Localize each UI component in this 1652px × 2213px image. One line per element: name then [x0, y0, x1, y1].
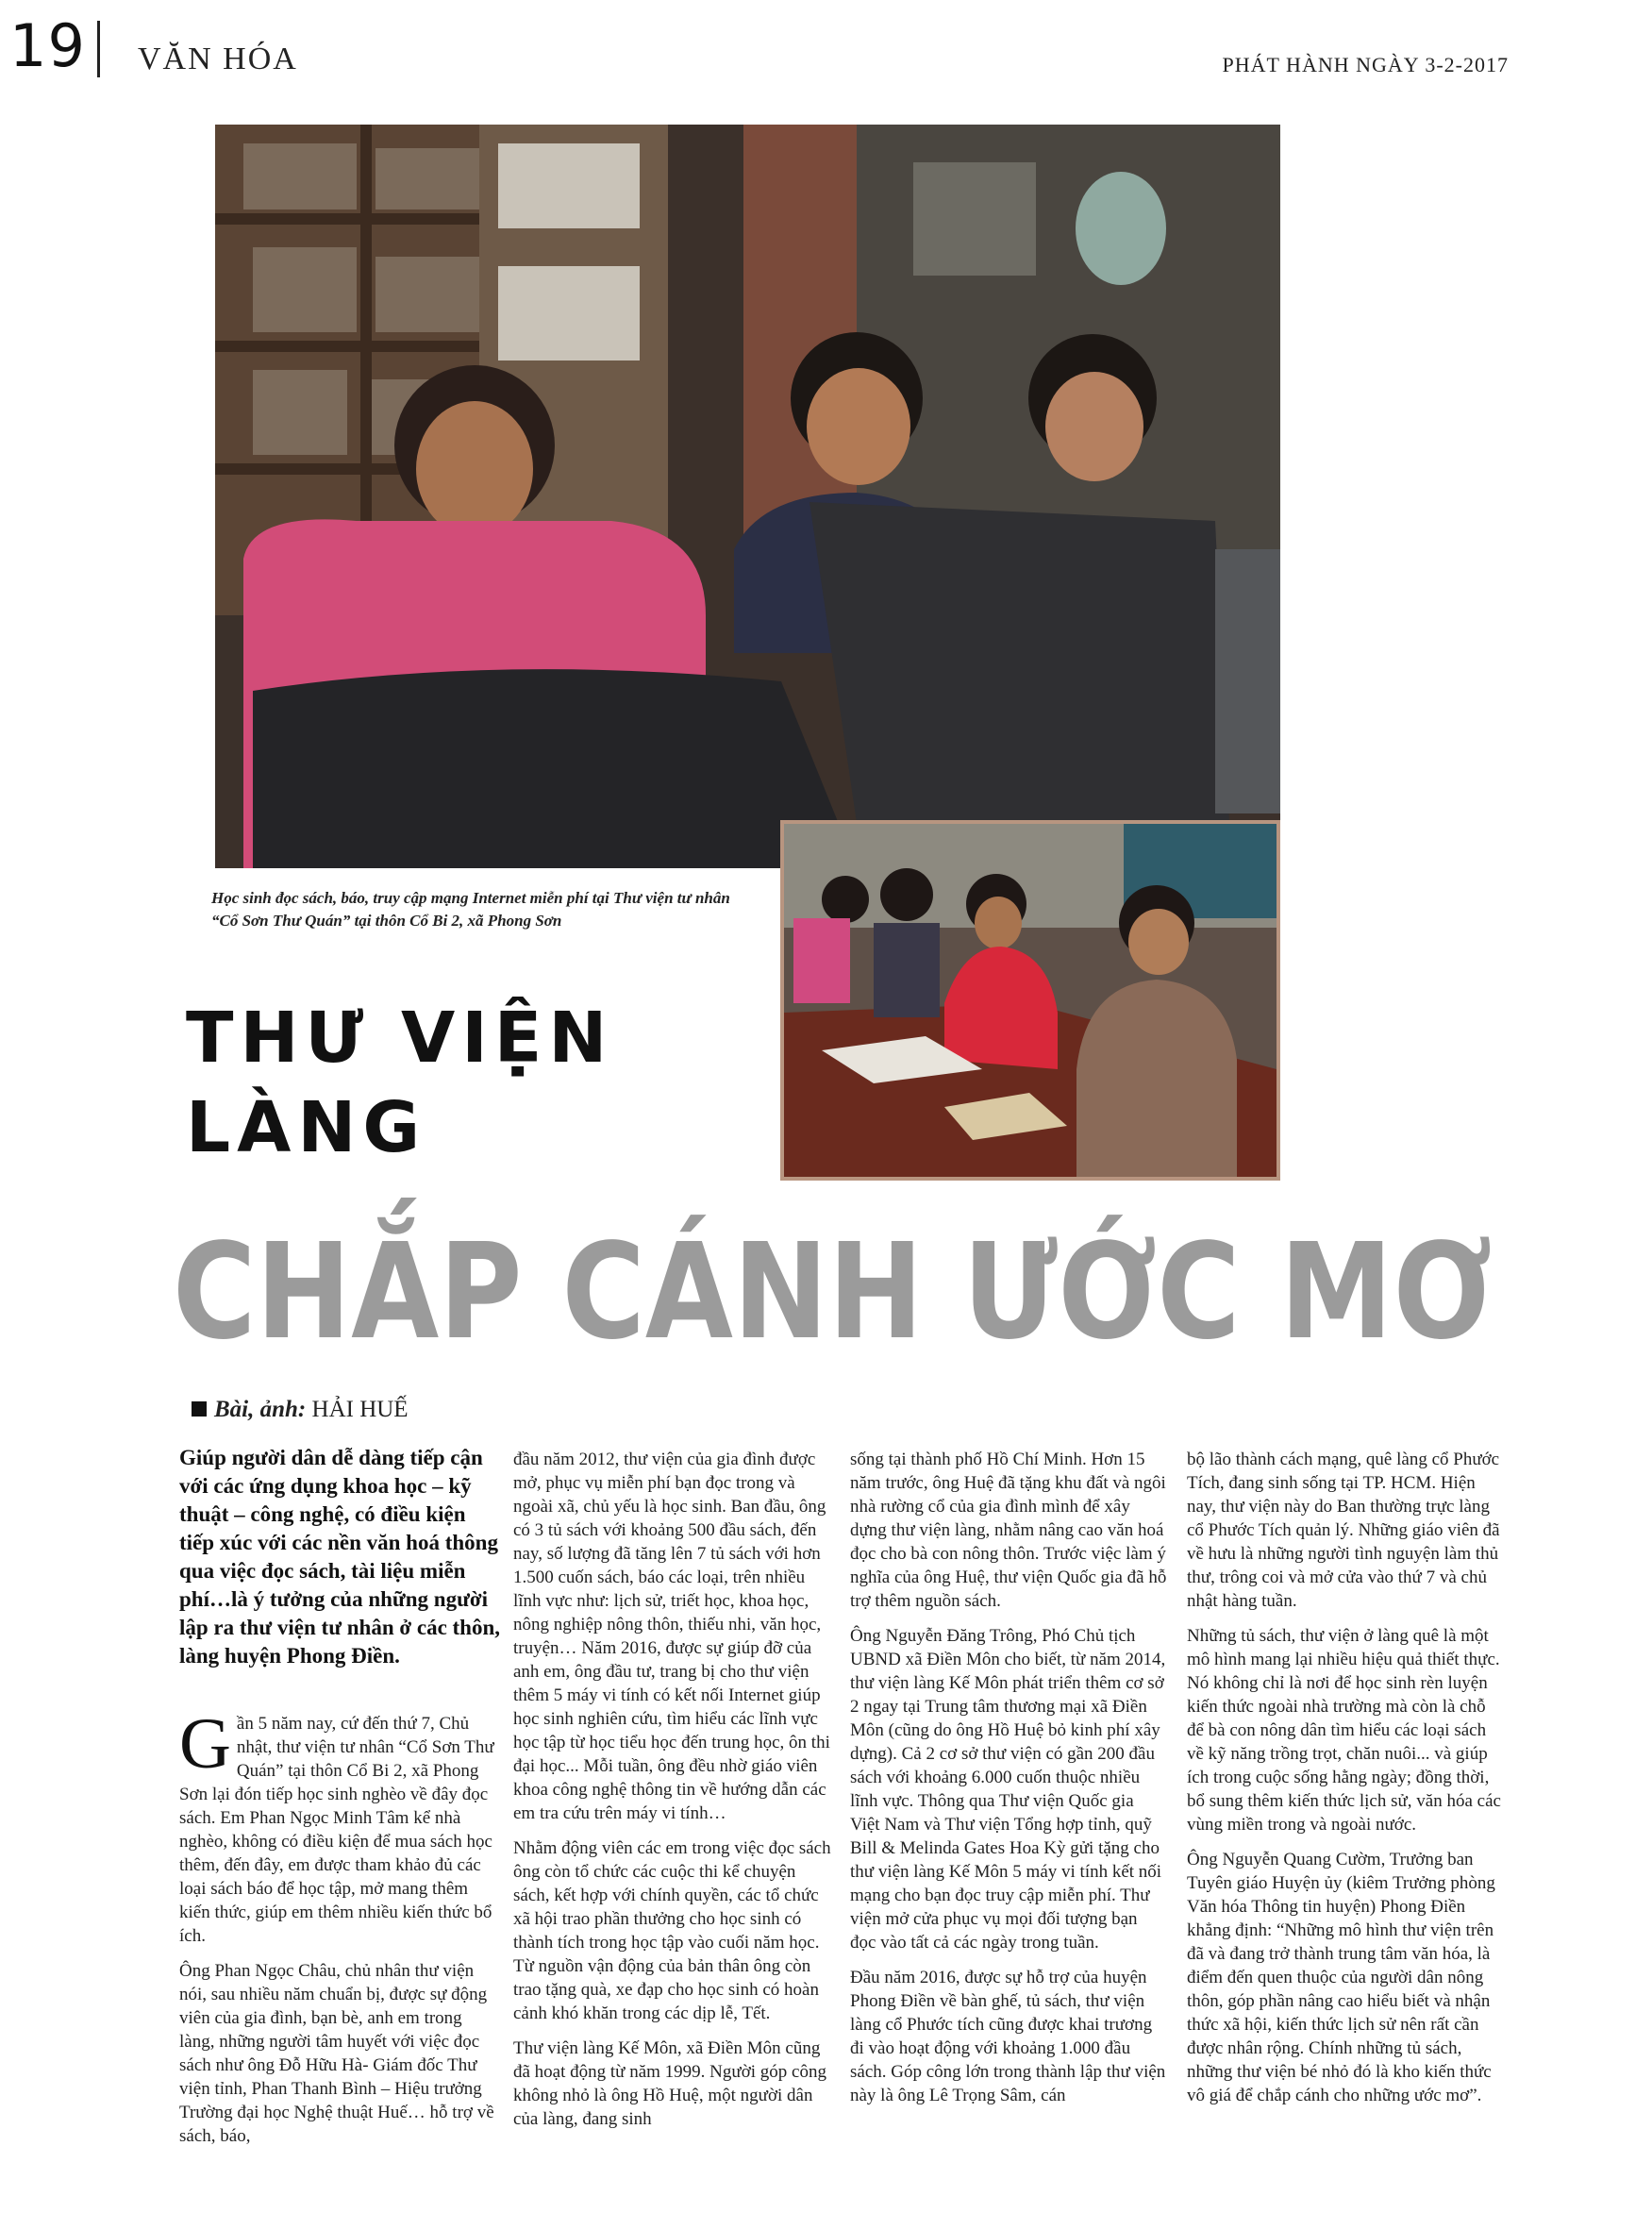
headline-line-2: LÀNG	[186, 1087, 427, 1169]
issue-date: PHÁT HÀNH NGÀY 3-2-2017	[1222, 53, 1509, 76]
header-divider	[97, 21, 100, 77]
headline-line-1: THƯ VIỆN	[186, 998, 614, 1079]
article-paragraph	[179, 1704, 500, 1948]
article-paragraph: Đầu năm 2016, được sự hỗ trợ của huyện Phong Điền về bàn ghế, tủ sách, thư viện làng cổ Phước tích cũng được khai trương đi vào hoạt động với khoảng 1.000 đầu sách. Góp công lớn trong thành lập thư viện này là ông Lê Trọng Sâm, cán	[850, 1968, 1166, 2105]
headline-highlight: CHẮP CÁNH ƯỚC MƠ	[173, 1215, 1493, 1369]
article-column-1	[179, 1444, 500, 2159]
paragraph-text: ần 5 năm nay, cứ đến thứ 7, Chủ nhật, thư viện tư nhân “Cổ Sơn Thư Quán” tại thôn Cổ Bi 2, xã Phong Sơn lại đón tiếp học sinh nghèo về đây đọc sách. Em Phan Ngọc Minh Tâm kể nhà nghèo, không có điều kiện để mua sách học thêm, đến đây, em được tham khảo đủ các loại sách báo để học tập, mở mang thêm kiến thức, giúp em thêm nhiều kiến thức bổ ích.	[179, 1714, 494, 1946]
article-paragraph: Thư viện làng Kế Môn, xã Điền Môn cũng đã hoạt động từ năm 1999. Người góp công không nhỏ là ông Hồ Huệ, một người dân của làng, đang sinh	[513, 2038, 826, 2129]
article-paragraph: Ông Nguyễn Quang Cườm, Trưởng ban Tuyên giáo Huyện ủy (kiêm Trưởng phòng Văn hóa Thông tin huyện) Phong Điền khẳng định: “Những mô hình thư viện trên đã và đang trở thành trung tâm văn hóa, là điểm đến quen thuộc của người dân nông thôn, góp phần nâng cao hiểu biết và nhận thức xã hội, kiến thức lịch sử nên rất cần được nhân rộng. Chính những tủ sách, những thư viện bé nhỏ đó là kho kiến thức vô giá để chắp cánh cho những ước mơ”.	[1187, 1850, 1495, 2105]
drop-cap: G	[179, 1704, 231, 1784]
article-paragraph: Những tủ sách, thư viện ở làng quê là một mô hình mang lại nhiều hiệu quả thiết thực. Nó không chỉ là nơi để học sinh rèn luyện kiến thức ngoài nhà trường mà còn là chỗ để bà con nông dân tìm hiểu các loại sách về kỹ năng trồng trọt, chăn nuôi... và giúp ích trong cuộc sống hằng ngày; đồng thời, bổ sung thêm kiến thức lịch sử, văn hóa các vùng miền trong và ngoài nước.	[1187, 1626, 1501, 1835]
square-bullet-icon	[192, 1401, 207, 1417]
article-paragraph: Ông Phan Ngọc Châu, chủ nhân thư viện nói, sau nhiều năm chuẩn bị, được sự động viên của gia đình, bạn bè, anh em trong làng, những người tâm huyết với việc đọc sách như ông Đỗ Hữu Hà- Giám đốc Thư viện tỉnh, Phan Thanh Bình – Hiệu trưởng Trường đại học Nghệ thuật Huế… hỗ trợ về sách, báo,	[179, 1961, 494, 2146]
byline-label: Bài, ảnh:	[214, 1397, 307, 1422]
article-paragraph: đầu năm 2012, thư viện của gia đình được mở, phục vụ miễn phí bạn đọc trong và ngoài xã, chủ yếu là học sinh. Ban đầu, ông có 3 tủ sách với khoảng 500 đầu sách, đến nay, số lượng đã tăng lên 7 tủ sách với hơn 1.500 cuốn sách, báo các loại, trên nhiều lĩnh vực như: lịch sử, triết học, khoa học, nông nghiệp nông thôn, thiếu nhi, văn học, truyện… Năm 2016, được sự giúp đỡ của anh em, ông đầu tư, trang bị cho thư viện thêm 5 máy vi tính có kết nối Internet giúp học sinh nghiên cứu, tìm hiểu các lĩnh vực học tập từ học tiểu học đến trung học, ôn thi đại học... Mỗi tuần, ông đều nhờ giáo viên khoa công nghệ thông tin về hướng dẫn các em tra cứu trên máy vi tính…	[513, 1450, 830, 1823]
byline-author: HẢI HUẾ	[311, 1397, 409, 1422]
article-paragraph: Ông Nguyễn Đăng Trông, Phó Chủ tịch UBND xã Điền Môn cho biết, từ năm 2014, thư viện làng Kế Môn phát triển thêm cơ sở 2 ngay tại Trung tâm thương mại xã Điền Môn (cũng do ông Hồ Huệ bỏ kinh phí xây dựng). Cả 2 cơ sở thư viện có gần 200 đầu sách với khoảng 6.000 cuốn thuộc nhiều lĩnh vực. Thông qua Thư viện Quốc gia Việt Nam và Thư viện Tổng hợp tỉnh, quỹ Bill & Melinda Gates Hoa Kỳ gửi tặng cho thư viện làng Kế Môn 5 máy vi tính kết nối mạng cho bạn đọc truy cập miễn phí. Thư viện mở cửa phục vụ mọi đối tượng bạn đọc vào tất cả các ngày trong tuần.	[850, 1626, 1166, 1953]
article-column-3	[850, 1448, 1167, 2119]
article-column-2	[513, 1448, 834, 2142]
article-column-4	[1187, 1448, 1504, 2119]
article-paragraph: sống tại thành phố Hồ Chí Minh. Hơn 15 năm trước, ông Huệ đã tặng khu đất và ngôi nhà rường cổ của gia đình mình để xây dựng thư viện làng, nhằm nâng cao văn hoá đọc cho bà con nông thôn. Trước việc làm ý nghĩa của ông Huệ, thư viện Quốc gia đã hỗ trợ thêm nguồn sách.	[850, 1450, 1167, 1611]
byline	[192, 1397, 409, 1423]
main-photo	[215, 125, 1280, 868]
page-number: 19	[9, 11, 86, 80]
article-paragraph: bộ lão thành cách mạng, quê làng cổ Phước Tích, đang sinh sống tại TP. HCM. Hiện nay, thư viện này do Ban thường trực làng cổ Phước Tích quản lý. Những giáo viên đã về hưu là những người tình nguyện làm thủ thư, trông coi và mở cửa vào thứ 7 và chủ nhật hàng tuần.	[1187, 1450, 1500, 1611]
headline	[186, 1000, 613, 1167]
inset-photo	[780, 820, 1280, 1181]
article-paragraph: Nhằm động viên các em trong việc đọc sách ông còn tổ chức các cuộc thi kể chuyện sách, kết hợp với chính quyền, các tổ chức xã hội trao phần thưởng cho học sinh có thành tích trong học tập vào cuối năm học. Từ nguồn vận động của bản thân ông còn trao tặng quà, xe đạp cho học sinh có hoàn cảnh khó khăn trong các dịp lễ, Tết.	[513, 1838, 831, 2023]
section-name: VĂN HÓA	[138, 42, 298, 76]
photo-caption: Học sinh đọc sách, báo, truy cập mạng Internet miễn phí tại Thư viện tư nhân “Cổ Sơn Thư Quán” tại thôn Cổ Bi 2, xã Phong Sơn	[211, 889, 730, 930]
article-lead: Giúp người dân dễ dàng tiếp cận với các ứng dụng khoa học – kỹ thuật – công nghệ, có điều kiện tiếp xúc với các nền văn hoá thông qua việc đọc sách, tài liệu miễn phí…là ý tưởng của những người lập ra thư viện tư nhân ở các thôn, làng huyện Phong Điền.	[179, 1446, 501, 1668]
